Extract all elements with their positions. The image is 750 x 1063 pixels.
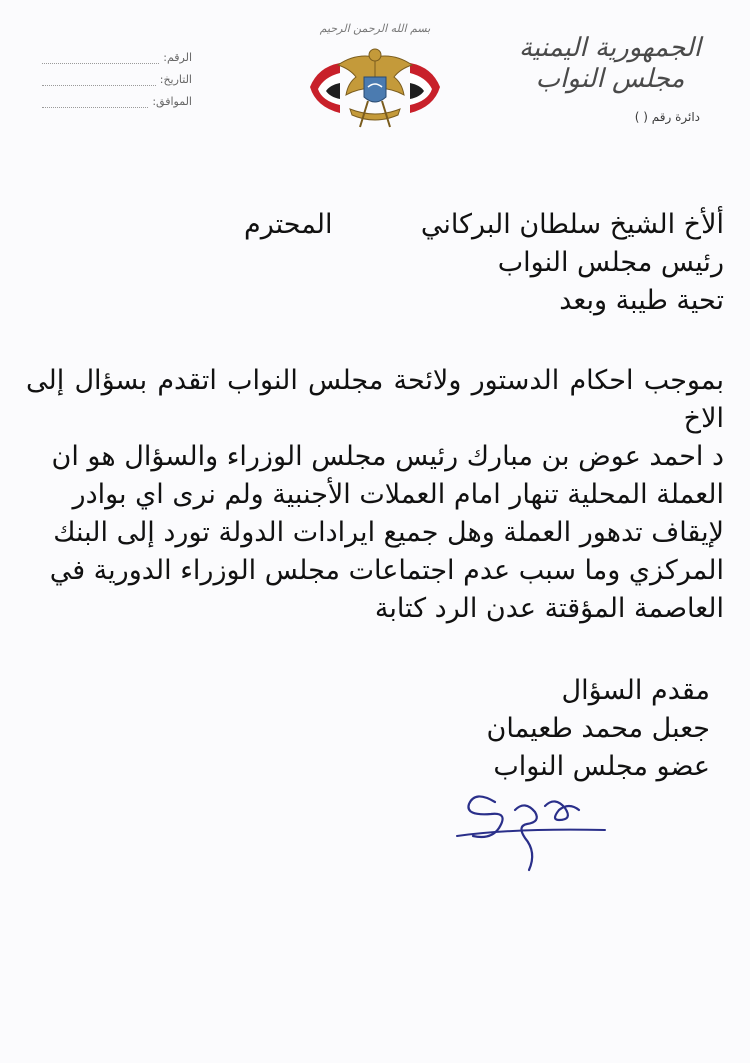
letter-body xyxy=(26,362,724,628)
field-line xyxy=(42,99,148,108)
body-line: العملة المحلية تنهار امام العملات الأجنبية ولم نرى اي بوادر xyxy=(72,479,724,510)
department-number: دائرة رقم ( ) xyxy=(634,110,700,124)
signoff-block xyxy=(26,672,724,786)
field-label: الموافق: xyxy=(152,95,192,108)
letterhead-center xyxy=(290,22,460,139)
signoff-caption: مقدم السؤال xyxy=(561,675,710,706)
yemen-emblem-icon xyxy=(290,43,460,139)
honorific: المحترم xyxy=(244,209,333,240)
body-line: لإيقاف تدهور العملة وهل جميع ايرادات الدولة تورد إلى البنك xyxy=(53,517,724,548)
field-date xyxy=(42,64,192,86)
sender-name: جعبل محمد طعيمان xyxy=(486,713,710,744)
field-label: الرقم: xyxy=(163,51,192,64)
recipient-name: ألأخ الشيخ سلطان البركاني xyxy=(420,209,724,240)
body-line: د احمد عوض بن مبارك رئيس مجلس الوزراء والسؤال هو ان xyxy=(51,441,724,472)
basmala: بسم الله الرحمن الرحيم xyxy=(319,22,431,35)
sender-role: عضو مجلس النواب xyxy=(493,751,710,782)
field-number xyxy=(42,42,192,64)
org-name-line1: الجمهورية اليمنية xyxy=(518,33,702,63)
field-corresponding xyxy=(42,86,192,108)
field-line xyxy=(42,77,156,86)
handwritten-signature-icon xyxy=(455,780,615,884)
org-name-line2: مجلس النواب xyxy=(535,64,685,94)
greeting: تحية طيبة وبعد xyxy=(559,285,724,316)
body-line: المركزي وما سبب عدم اجتماعات مجلس الوزراء الدورية في xyxy=(49,555,724,586)
recipient-line xyxy=(26,206,724,244)
body-line: بموجب احكام الدستور ولائحة مجلس النواب اتقدم بسؤال إلى الاخ xyxy=(26,365,724,434)
field-line xyxy=(42,55,159,64)
recipient-title: رئيس مجلس النواب xyxy=(497,247,724,278)
letterhead-organization xyxy=(510,32,710,124)
body-line: العاصمة المؤقتة عدن الرد كتابة xyxy=(374,593,724,624)
field-label: التاريخ: xyxy=(159,73,192,86)
letterhead-fields xyxy=(42,42,192,108)
address-block xyxy=(26,206,724,320)
